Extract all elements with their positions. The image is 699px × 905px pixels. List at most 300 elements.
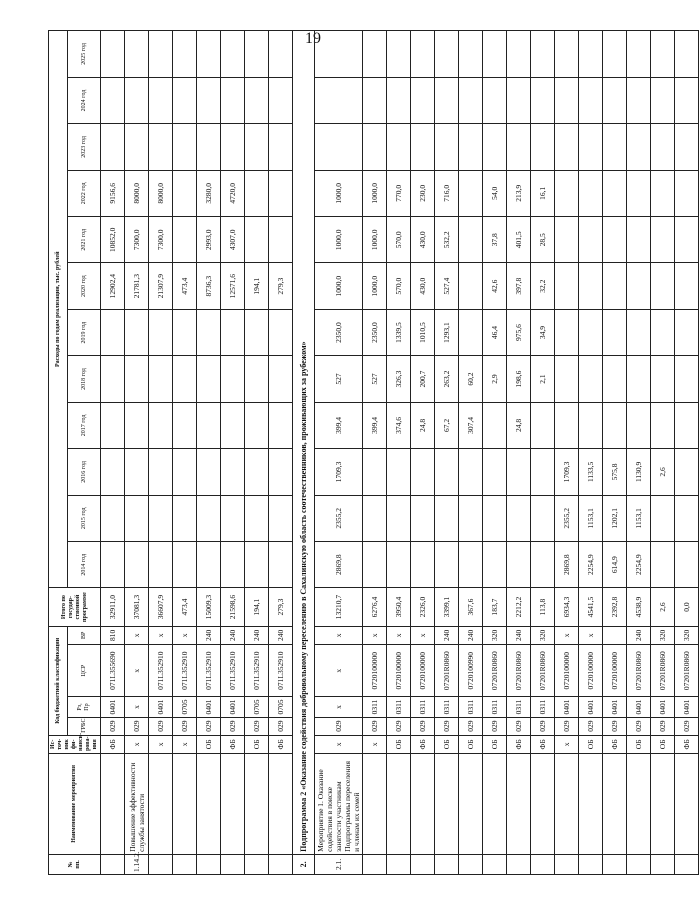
cell-csr: 071L352910: [173, 644, 197, 696]
cell-year: 279,3: [269, 263, 293, 309]
cell-name: [555, 753, 579, 854]
cell-year: [579, 217, 603, 263]
cell-csr: 0720100990: [459, 644, 483, 696]
cell-year: [459, 263, 483, 309]
cell-vr: 240: [507, 626, 531, 644]
cell-num: [435, 854, 459, 874]
cell-year: [483, 124, 507, 170]
cell-year: 1000,0: [363, 263, 387, 309]
cell-src: ФБ: [531, 735, 555, 753]
cell-year: [101, 449, 125, 495]
cell-name: [675, 753, 699, 854]
cell-rz: 0401: [651, 697, 675, 717]
cell-grbs: 029: [173, 717, 197, 735]
cell-year: [101, 124, 125, 170]
cell-src: ФБ: [507, 735, 531, 753]
cell-year: [125, 124, 149, 170]
cell-name: [269, 753, 293, 854]
cell-year: [459, 542, 483, 588]
table-row: [221, 31, 245, 875]
cell-year: [221, 542, 245, 588]
cell-rz: 0401: [555, 697, 579, 717]
cell-year: [173, 124, 197, 170]
cell-total: 6276,4: [363, 588, 387, 626]
cell-year: [675, 77, 699, 123]
cell-total: 21598,6: [221, 588, 245, 626]
cell-src: ОБ: [651, 735, 675, 753]
cell-year: 2355,2: [315, 495, 363, 541]
cell-year: [675, 356, 699, 402]
cell-year: [507, 77, 531, 123]
rotated-table-container: [48, 30, 691, 875]
cell-year: [459, 495, 483, 541]
cell-year: [197, 402, 221, 448]
cell-name: [579, 753, 603, 854]
cell-year: [507, 31, 531, 78]
cell-year: [459, 31, 483, 78]
cell-src: ОБ: [197, 735, 221, 753]
cell-num: [627, 854, 651, 874]
cell-year: [579, 31, 603, 78]
cell-year: [507, 449, 531, 495]
cell-grbs: 029: [603, 717, 627, 735]
cell-year: 32,2: [531, 263, 555, 309]
cell-year: [149, 31, 173, 78]
header-num: № пп.: [49, 854, 101, 874]
cell-total: 15009,3: [197, 588, 221, 626]
cell-csr: 0720100000: [579, 644, 603, 696]
cell-num: [363, 854, 387, 874]
cell-year: [579, 402, 603, 448]
cell-year: [507, 542, 531, 588]
cell-num: [579, 854, 603, 874]
cell-total: 2,6: [651, 588, 675, 626]
cell-name: [507, 753, 531, 854]
cell-year: [675, 449, 699, 495]
cell-name: [221, 753, 245, 854]
cell-year: [173, 449, 197, 495]
cell-grbs: 029: [125, 717, 149, 735]
cell-total: 2212,2: [507, 588, 531, 626]
cell-year: [675, 402, 699, 448]
cell-year: [245, 402, 269, 448]
cell-year: 716,0: [435, 170, 459, 216]
cell-vr: 240: [435, 626, 459, 644]
cell-year: [435, 77, 459, 123]
cell-year: [197, 356, 221, 402]
cell-year: 2,6: [651, 449, 675, 495]
cell-year: 230,0: [411, 170, 435, 216]
header-year: 2021 год: [68, 217, 101, 263]
cell-vr: x: [387, 626, 411, 644]
cell-total: 6934,3: [555, 588, 579, 626]
cell-year: [197, 542, 221, 588]
cell-year: [245, 217, 269, 263]
cell-name: [245, 753, 269, 854]
cell-num: [531, 854, 555, 874]
cell-year: [411, 449, 435, 495]
cell-year: [627, 31, 651, 78]
cell-grbs: 029: [531, 717, 555, 735]
table-row: [651, 31, 675, 875]
cell-vr: 240: [197, 626, 221, 644]
cell-name: [651, 753, 675, 854]
table-row: [315, 31, 363, 875]
cell-year: 1202,1: [603, 495, 627, 541]
cell-grbs: 029: [459, 717, 483, 735]
cell-year: [483, 402, 507, 448]
cell-src: x: [555, 735, 579, 753]
cell-year: [125, 449, 149, 495]
cell-year: [269, 495, 293, 541]
cell-rz: 0401: [197, 697, 221, 717]
cell-total: 3399,1: [435, 588, 459, 626]
cell-num: [483, 854, 507, 874]
cell-year: [221, 31, 245, 78]
cell-year: 21307,9: [149, 263, 173, 309]
cell-year: [627, 356, 651, 402]
cell-year: [269, 31, 293, 78]
cell-year: [603, 356, 627, 402]
cell-num: [651, 854, 675, 874]
header-year: 2022 год: [68, 170, 101, 216]
cell-year: 326,3: [387, 356, 411, 402]
cell-grbs: 029: [675, 717, 699, 735]
cell-name: [459, 753, 483, 854]
cell-year: 570,0: [387, 263, 411, 309]
cell-src: ФБ: [603, 735, 627, 753]
cell-year: [579, 77, 603, 123]
cell-year: [603, 124, 627, 170]
cell-year: [579, 356, 603, 402]
cell-vr: 240: [627, 626, 651, 644]
cell-num: 1.14.2.: [125, 854, 149, 874]
cell-year: [173, 31, 197, 78]
cell-rz: x: [125, 697, 149, 717]
cell-year: [315, 124, 363, 170]
cell-year: [363, 31, 387, 78]
cell-total: 4538,9: [627, 588, 651, 626]
cell-year: [387, 77, 411, 123]
cell-vr: 240: [245, 626, 269, 644]
header-rzpr: Рз, Пр: [68, 697, 101, 717]
cell-year: [125, 495, 149, 541]
cell-year: 527: [315, 356, 363, 402]
cell-year: [315, 77, 363, 123]
cell-year: [531, 542, 555, 588]
cell-year: 1000,0: [363, 217, 387, 263]
cell-year: [221, 402, 245, 448]
cell-year: [531, 495, 555, 541]
cell-year: [555, 217, 579, 263]
cell-year: [603, 263, 627, 309]
header-year: 2023 год: [68, 124, 101, 170]
cell-year: [101, 309, 125, 355]
cell-year: 9156,6: [101, 170, 125, 216]
cell-year: [555, 124, 579, 170]
cell-total: 13210,7: [315, 588, 363, 626]
cell-src: ОБ: [435, 735, 459, 753]
cell-year: 1000,0: [363, 170, 387, 216]
cell-name: [197, 753, 221, 854]
cell-year: 430,0: [411, 263, 435, 309]
cell-year: 12902,4: [101, 263, 125, 309]
cell-year: 28,5: [531, 217, 555, 263]
cell-year: [435, 495, 459, 541]
cell-rz: x: [315, 697, 363, 717]
cell-vr: 240: [269, 626, 293, 644]
cell-rz: 0401: [675, 697, 699, 717]
cell-year: [555, 170, 579, 216]
cell-year: 1000,0: [315, 263, 363, 309]
cell-total: 37081,3: [125, 588, 149, 626]
header-expenses: Расходы по годам реализации, тыс. рублей: [49, 31, 68, 588]
cell-year: [269, 217, 293, 263]
cell-vr: x: [411, 626, 435, 644]
header-year: 2014 год: [68, 542, 101, 588]
table-row: [603, 31, 627, 875]
cell-year: [269, 309, 293, 355]
cell-year: 8000,0: [149, 170, 173, 216]
cell-year: [627, 309, 651, 355]
cell-num: [459, 854, 483, 874]
cell-grbs: 029: [507, 717, 531, 735]
table-row: [411, 31, 435, 875]
cell-year: [173, 356, 197, 402]
cell-rz: 0401: [579, 697, 603, 717]
cell-year: [411, 124, 435, 170]
cell-year: [101, 495, 125, 541]
cell-year: [149, 402, 173, 448]
cell-year: 16,1: [531, 170, 555, 216]
cell-year: [149, 495, 173, 541]
cell-year: 194,1: [245, 263, 269, 309]
header-source: Ис-точ-ник фи-нанси-рова-ния: [49, 735, 101, 753]
cell-year: 430,0: [411, 217, 435, 263]
cell-year: [531, 77, 555, 123]
table-row: [435, 31, 459, 875]
cell-year: 401,5: [507, 217, 531, 263]
cell-csr: x: [125, 644, 149, 696]
cell-year: 527: [363, 356, 387, 402]
cell-rz: 0705: [173, 697, 197, 717]
cell-name: Мероприятие 1. Оказание содействия в поиске занятости участникам Подпрограммы переселения и членам их семей: [315, 753, 363, 854]
cell-grbs: 029: [387, 717, 411, 735]
cell-year: [245, 495, 269, 541]
cell-total: 2392,8: [603, 588, 627, 626]
cell-year: [245, 124, 269, 170]
cell-vr: 320: [675, 626, 699, 644]
table-row: [245, 31, 269, 875]
cell-year: [483, 31, 507, 78]
cell-year: [363, 495, 387, 541]
cell-year: [435, 31, 459, 78]
cell-year: [197, 309, 221, 355]
cell-year: [269, 542, 293, 588]
cell-year: [603, 402, 627, 448]
cell-year: 2254,9: [579, 542, 603, 588]
cell-vr: x: [363, 626, 387, 644]
cell-grbs: 029: [579, 717, 603, 735]
cell-num: [197, 854, 221, 874]
cell-total: 473,4: [173, 588, 197, 626]
cell-year: [363, 77, 387, 123]
table-row: [173, 31, 197, 875]
cell-csr: 07201R0860: [675, 644, 699, 696]
cell-year: [435, 542, 459, 588]
cell-rz: 0311: [387, 697, 411, 717]
cell-rz: 0311: [363, 697, 387, 717]
cell-year: [173, 309, 197, 355]
cell-year: 7300,0: [149, 217, 173, 263]
cell-year: 1000,0: [315, 170, 363, 216]
cell-year: [675, 542, 699, 588]
cell-vr: 320: [531, 626, 555, 644]
cell-year: [651, 77, 675, 123]
cell-src: ОБ: [245, 735, 269, 753]
cell-name: [531, 753, 555, 854]
cell-year: [387, 31, 411, 78]
cell-year: [197, 31, 221, 78]
cell-grbs: 029: [483, 717, 507, 735]
cell-grbs: 029: [363, 717, 387, 735]
header-year: 2020 год: [68, 263, 101, 309]
table-row: [269, 31, 293, 875]
cell-year: [125, 309, 149, 355]
cell-year: [411, 77, 435, 123]
cell-year: [221, 309, 245, 355]
table-row: [555, 31, 579, 875]
cell-year: [675, 31, 699, 78]
cell-csr: 0720100000: [411, 644, 435, 696]
table-row: [363, 31, 387, 875]
cell-year: [507, 495, 531, 541]
cell-year: 37,8: [483, 217, 507, 263]
cell-vr: 320: [651, 626, 675, 644]
cell-year: [579, 124, 603, 170]
cell-rz: 0311: [411, 697, 435, 717]
header-year: 2018 год: [68, 356, 101, 402]
cell-year: [627, 124, 651, 170]
table-row: [507, 31, 531, 875]
cell-year: [459, 170, 483, 216]
table-row: [483, 31, 507, 875]
cell-csr: 07201R0860: [651, 644, 675, 696]
cell-year: 2350,0: [363, 309, 387, 355]
cell-num: 2.1.: [315, 854, 363, 874]
cell-year: [603, 170, 627, 216]
cell-year: [173, 217, 197, 263]
cell-year: [651, 31, 675, 78]
cell-year: [363, 124, 387, 170]
cell-year: 570,0: [387, 217, 411, 263]
cell-year: [459, 77, 483, 123]
cell-name: [411, 753, 435, 854]
cell-year: [627, 263, 651, 309]
table-body-1: [101, 31, 293, 875]
cell-year: 374,6: [387, 402, 411, 448]
table-row: [579, 31, 603, 875]
cell-src: ФБ: [221, 735, 245, 753]
cell-year: [603, 31, 627, 78]
cell-year: 2355,2: [555, 495, 579, 541]
cell-src: x: [125, 735, 149, 753]
section-title: Подпрограмма 2 «Оказание содействия добровольному переселению в Сахалинскую область соотечественников, проживающих за рубежом»: [293, 31, 315, 855]
cell-year: [459, 449, 483, 495]
cell-src: ФБ: [269, 735, 293, 753]
cell-total: 36607,9: [149, 588, 173, 626]
cell-year: [101, 542, 125, 588]
cell-vr: x: [173, 626, 197, 644]
cell-year: 1709,3: [555, 449, 579, 495]
cell-year: 24,8: [411, 402, 435, 448]
cell-grbs: 029: [221, 717, 245, 735]
cell-year: [149, 542, 173, 588]
cell-year: [101, 402, 125, 448]
cell-num: [387, 854, 411, 874]
cell-year: 614,9: [603, 542, 627, 588]
cell-year: 2993,0: [197, 217, 221, 263]
cell-num: [173, 854, 197, 874]
cell-csr: 0720100000: [387, 644, 411, 696]
cell-rz: 0401: [627, 697, 651, 717]
cell-year: [651, 309, 675, 355]
cell-name: Повышение эффективности службы занятости: [125, 753, 149, 854]
table-row: [101, 31, 125, 875]
cell-year: [579, 263, 603, 309]
cell-src: ФБ: [411, 735, 435, 753]
cell-name: [101, 753, 125, 854]
cell-year: 473,4: [173, 263, 197, 309]
cell-year: 8000,0: [125, 170, 149, 216]
cell-year: 42,6: [483, 263, 507, 309]
cell-year: 60,2: [459, 356, 483, 402]
cell-year: 4307,0: [221, 217, 245, 263]
cell-year: [555, 263, 579, 309]
cell-year: [651, 402, 675, 448]
cell-year: [675, 124, 699, 170]
cell-year: [149, 124, 173, 170]
cell-src: ОБ: [387, 735, 411, 753]
cell-grbs: 029: [435, 717, 459, 735]
cell-year: 2869,8: [555, 542, 579, 588]
cell-total: 3950,4: [387, 588, 411, 626]
cell-vr: x: [125, 626, 149, 644]
cell-csr: 0720100000: [555, 644, 579, 696]
cell-vr: 240: [459, 626, 483, 644]
cell-year: [197, 495, 221, 541]
section-2: [293, 31, 315, 875]
cell-year: [675, 170, 699, 216]
cell-year: [245, 31, 269, 78]
cell-year: [315, 31, 363, 78]
cell-name: [603, 753, 627, 854]
cell-rz: 0311: [435, 697, 459, 717]
cell-num: [603, 854, 627, 874]
cell-year: 46,4: [483, 309, 507, 355]
cell-vr: x: [555, 626, 579, 644]
cell-year: 10852,0: [101, 217, 125, 263]
cell-name: [149, 753, 173, 854]
cell-year: 399,4: [315, 402, 363, 448]
cell-name: [627, 753, 651, 854]
cell-year: 21781,3: [125, 263, 149, 309]
header-year: 2015 год: [68, 495, 101, 541]
header-name: Наименование мероприятия: [49, 753, 101, 854]
cell-year: [411, 31, 435, 78]
cell-grbs: 029: [197, 717, 221, 735]
cell-year: 2254,9: [627, 542, 651, 588]
